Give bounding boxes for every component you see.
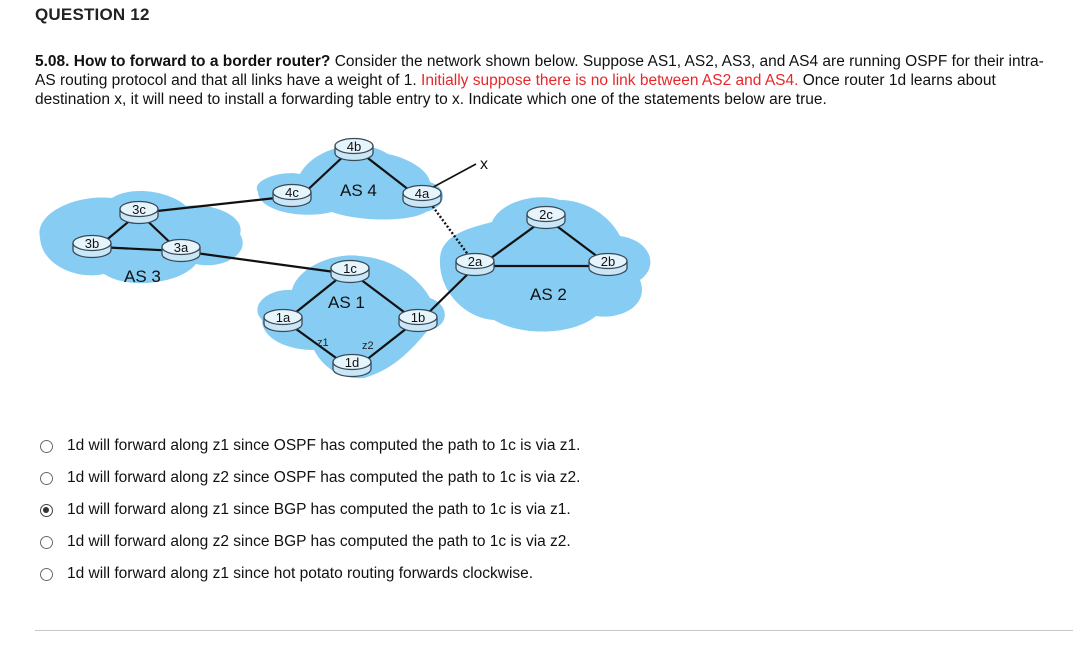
as1-label: AS 1 bbox=[328, 293, 365, 312]
option-5[interactable] bbox=[40, 558, 580, 590]
question-heading: 5.08. How to forward to a border router? bbox=[35, 53, 331, 70]
option-5-radio[interactable] bbox=[40, 568, 53, 581]
as4-label: AS 4 bbox=[340, 181, 377, 200]
router-3b bbox=[73, 236, 111, 258]
router-2b-label: 2b bbox=[600, 254, 616, 269]
router-2c bbox=[527, 207, 565, 229]
question-highlight: Initially suppose there is no link between AS2 and AS4. bbox=[421, 72, 799, 89]
option-2[interactable] bbox=[40, 462, 580, 494]
option-5-label[interactable]: 1d will forward along z1 since hot potato routing forwards clockwise. bbox=[67, 565, 534, 582]
router-4a bbox=[403, 186, 441, 208]
option-1-label[interactable]: 1d will forward along z1 since OSPF has computed the path to 1c is via z1. bbox=[67, 437, 581, 454]
router-3c bbox=[120, 202, 158, 224]
router-2c-label: 2c bbox=[539, 207, 553, 222]
option-2-label[interactable]: 1d will forward along z2 since OSPF has computed the path to 1c is via z2. bbox=[67, 469, 581, 486]
option-3-radio[interactable] bbox=[40, 504, 53, 517]
router-1b bbox=[399, 310, 437, 332]
option-1[interactable] bbox=[40, 430, 580, 462]
router-4b bbox=[335, 139, 373, 161]
router-3a-label: 3a bbox=[173, 240, 189, 255]
router-2b bbox=[589, 254, 627, 276]
option-4-radio[interactable] bbox=[40, 536, 53, 549]
option-3-label[interactable]: 1d will forward along z1 since BGP has computed the path to 1c is via z1. bbox=[67, 501, 571, 518]
router-4c-label: 4c bbox=[285, 185, 299, 200]
as2-label: AS 2 bbox=[530, 285, 567, 304]
interface-z2-label: z2 bbox=[362, 340, 374, 352]
question-text bbox=[35, 52, 1060, 109]
router-1d-label: 1d bbox=[344, 355, 360, 370]
router-1a-label: 1a bbox=[275, 310, 291, 325]
destination-label: x bbox=[480, 156, 488, 173]
router-4b-label: 4b bbox=[346, 139, 362, 154]
router-2a bbox=[456, 254, 494, 276]
bottom-divider bbox=[35, 630, 1073, 631]
router-1a bbox=[264, 310, 302, 332]
router-1b-label: 1b bbox=[410, 310, 426, 325]
router-3a bbox=[162, 240, 200, 262]
question-body-2: Once router 1d learns about destination x, it will need to install a forwarding table entry to x. Indicate which one of the statements below are true. bbox=[35, 72, 996, 108]
router-1c bbox=[331, 261, 369, 283]
answer-options bbox=[40, 430, 580, 590]
router-4a-label: 4a bbox=[414, 186, 430, 201]
question-body-1: Consider the network shown below. Suppose AS1, AS2, AS3, and AS4 are running OSPF for their intra-AS routing protocol and that all links have a weight of 1. bbox=[35, 53, 1044, 89]
router-1d bbox=[333, 355, 371, 377]
router-3c-label: 3c bbox=[132, 202, 146, 217]
option-4-label[interactable]: 1d will forward along z2 since BGP has computed the path to 1c is via z2. bbox=[67, 533, 571, 550]
router-3b-label: 3b bbox=[84, 236, 100, 251]
question-title: QUESTION 12 bbox=[35, 5, 150, 24]
option-4[interactable] bbox=[40, 526, 580, 558]
network-diagram bbox=[0, 130, 1073, 390]
interface-z1-label: z1 bbox=[317, 337, 329, 349]
as3-label: AS 3 bbox=[124, 267, 161, 286]
router-1c-label: 1c bbox=[343, 261, 357, 276]
option-3[interactable] bbox=[40, 494, 580, 526]
router-2a-label: 2a bbox=[467, 254, 483, 269]
option-1-radio[interactable] bbox=[40, 440, 53, 453]
option-2-radio[interactable] bbox=[40, 472, 53, 485]
router-4c bbox=[273, 185, 311, 207]
